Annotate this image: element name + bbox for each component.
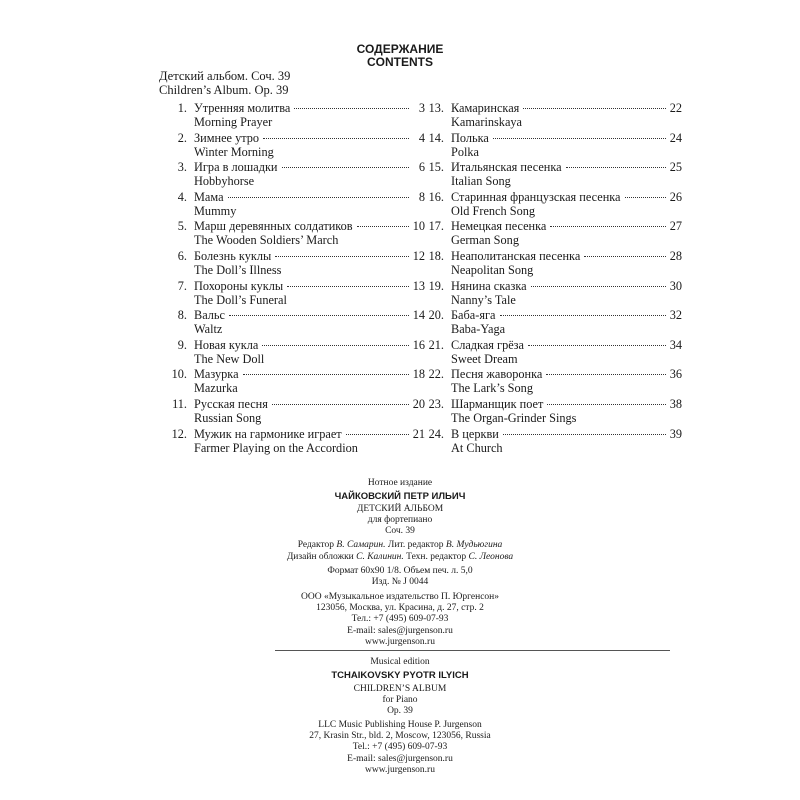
entry-title-en: The Doll’s Funeral <box>194 292 287 307</box>
toc-entry <box>163 219 425 249</box>
toc-entry <box>420 249 682 279</box>
entry-title-en: Italian Song <box>451 174 511 189</box>
tech-editor-name: С. Леонова <box>468 552 514 562</box>
imprint-opus-ru: Соч. 39 <box>385 526 415 536</box>
entry-page: 28 <box>669 248 682 263</box>
toc-entry <box>163 131 425 161</box>
leader-dots <box>294 108 409 109</box>
toc-entry <box>420 338 682 368</box>
entry-number: 13. <box>428 101 444 115</box>
entry-title-ru: Утренняя молитва <box>194 101 291 115</box>
album-subtitle-en: Children’s Album. Op. 39 <box>159 83 289 97</box>
entry-number: 12. <box>171 426 187 441</box>
entry-number: 22. <box>428 367 444 382</box>
entry-page: 14 <box>412 308 425 323</box>
entry-number: 2. <box>177 130 187 145</box>
entry-title-en: Baba-Yaga <box>451 322 506 337</box>
entry-title-en: Polka <box>451 144 480 159</box>
entry-page: 34 <box>669 337 682 352</box>
entry-title-ru: Мама <box>194 189 224 204</box>
leader-dots <box>550 226 665 227</box>
leader-dots <box>493 138 666 139</box>
entry-title-en: Nanny’s Tale <box>451 292 516 307</box>
entry-page: 32 <box>669 308 682 323</box>
entry-page: 16 <box>412 337 425 352</box>
leader-dots <box>531 286 666 287</box>
leader-dots <box>566 167 666 168</box>
imprint-address-en: 27, Krasin Str., bld. 2, Moscow, 123056, Russia <box>309 731 491 741</box>
imprint-phone-en: Tel.: +7 (495) 609-07-93 <box>352 742 448 752</box>
entry-title-ru: Камаринская <box>451 101 520 115</box>
entry-number: 1. <box>177 101 187 115</box>
imprint-number: Изд. № J 0044 <box>371 577 429 587</box>
entry-page: 30 <box>669 278 682 293</box>
imprint-address-ru: 123056, Москва, ул. Красина, д. 27, стр. 2 <box>316 603 484 613</box>
leader-dots <box>263 138 409 139</box>
toc-entry <box>420 308 682 338</box>
entry-page: 39 <box>669 426 682 441</box>
leader-dots <box>262 345 408 346</box>
entry-title-en: The Lark’s Song <box>451 381 533 396</box>
leader-dots <box>275 256 408 257</box>
entry-title-en: Kamarinskaya <box>451 115 523 129</box>
entry-number: 11. <box>172 396 187 411</box>
entry-page: 27 <box>669 219 682 234</box>
imprint-format: Формат 60x90 1/8. Объем печ. л. 5,0 <box>327 566 473 576</box>
entry-title-en: Morning Prayer <box>194 115 273 129</box>
toc-entry <box>163 279 425 309</box>
imprint-publisher-ru: ООО «Музыкальное издательство П. Юргенсон» <box>300 592 499 602</box>
entry-number: 14. <box>428 130 444 145</box>
entry-number: 17. <box>428 219 444 234</box>
imprint-work-en: CHILDREN’S ALBUM <box>353 684 447 694</box>
entry-page: 4 <box>418 130 425 145</box>
entry-title-ru: Мужик на гармонике играет <box>194 426 342 441</box>
entry-page: 22 <box>669 101 682 115</box>
entry-title-en: Farmer Playing on the Accordion <box>194 440 358 455</box>
entry-title-en: Mummy <box>194 203 237 218</box>
entry-title-en: The Doll’s Illness <box>194 262 282 277</box>
entry-number: 20. <box>428 308 444 323</box>
imprint-opus-en: Op. 39 <box>387 706 413 716</box>
entry-title-ru: Нянина сказка <box>451 278 527 293</box>
entry-number: 19. <box>428 278 444 293</box>
leader-dots <box>357 226 409 227</box>
toc-entry <box>163 101 425 131</box>
toc-entry <box>420 279 682 309</box>
entry-number: 5. <box>177 219 187 234</box>
leader-dots <box>625 197 666 198</box>
toc-entry <box>420 160 682 190</box>
toc-entry <box>420 190 682 220</box>
tech-editor-label: Техн. редактор <box>406 552 467 562</box>
entry-title-en: Neapolitan Song <box>451 262 534 277</box>
leader-dots <box>272 404 409 405</box>
entry-number: 9. <box>177 337 187 352</box>
entry-title-en: Old French Song <box>451 203 536 218</box>
entry-number: 15. <box>428 160 444 175</box>
entry-page: 12 <box>412 248 425 263</box>
entry-page: 24 <box>669 130 682 145</box>
entry-title-ru: Марш деревянных солдатиков <box>194 219 353 234</box>
imprint-editors-line <box>0 540 800 552</box>
entry-number: 24. <box>428 426 444 441</box>
toc-entry <box>163 160 425 190</box>
cover-name: С. Калинин. <box>356 552 404 562</box>
imprint-edition-ru: Нотное издание <box>367 478 433 488</box>
entry-page: 13 <box>412 278 425 293</box>
entry-number: 3. <box>177 160 187 175</box>
entry-title-en: At Church <box>451 440 503 455</box>
entry-title-ru: Сладкая грёза <box>451 337 524 352</box>
toc-entry <box>163 427 425 457</box>
leader-dots <box>584 256 665 257</box>
imprint-email-ru: E-mail: sales@jurgenson.ru <box>347 626 453 636</box>
toc-entry <box>420 219 682 249</box>
entry-page: 20 <box>412 396 425 411</box>
entry-page: 8 <box>418 189 425 204</box>
entry-title-en: The Organ-Grinder Sings <box>451 410 577 425</box>
leader-dots <box>500 315 666 316</box>
imprint-divider <box>275 650 670 651</box>
album-subtitle-ru: Детский альбом. Соч. 39 <box>159 69 291 83</box>
entry-page: 21 <box>412 426 425 441</box>
entry-title-en: German Song <box>451 233 519 248</box>
entry-number: 23. <box>428 396 444 411</box>
entry-title-ru: Мазурка <box>194 367 239 382</box>
entry-title-ru: Немецкая песенка <box>451 219 547 234</box>
imprint-web-en: www.jurgenson.ru <box>365 765 435 775</box>
leader-dots <box>287 286 409 287</box>
lit-editor-name: В. Мудьюгина <box>445 540 503 550</box>
entry-page: 18 <box>412 367 425 382</box>
entry-title-ru: Шарманщик поет <box>451 396 544 411</box>
lit-editor-label: Лит. редактор <box>387 540 444 550</box>
entry-title-en: Mazurka <box>194 381 238 396</box>
entry-title-en: The New Doll <box>194 351 265 366</box>
imprint-edition-en: Musical edition <box>370 657 430 667</box>
leader-dots <box>528 345 666 346</box>
contents-column-left <box>163 101 425 456</box>
entry-title-ru: Старинная французская песенка <box>451 189 621 204</box>
entry-title-en: Winter Morning <box>194 144 274 159</box>
entry-page: 3 <box>418 101 425 115</box>
contents-heading-ru: СОДЕРЖАНИЕ <box>356 42 444 56</box>
toc-entry <box>420 427 682 457</box>
leader-dots <box>503 434 666 435</box>
leader-dots <box>228 197 409 198</box>
entry-title-ru: Баба-яга <box>451 308 496 323</box>
imprint-work-ru: ДЕТСКИЙ АЛЬБОМ <box>356 504 444 514</box>
leader-dots <box>229 315 409 316</box>
entry-title-en: Waltz <box>194 322 223 337</box>
toc-entry <box>163 367 425 397</box>
entry-title-ru: Полька <box>451 130 489 145</box>
imprint-email-en: E-mail: sales@jurgenson.ru <box>347 754 453 764</box>
entry-page: 38 <box>669 396 682 411</box>
entry-title-en: Hobbyhorse <box>194 174 255 189</box>
entry-number: 8. <box>177 308 187 323</box>
entry-number: 16. <box>428 189 444 204</box>
leader-dots <box>243 374 409 375</box>
toc-entry <box>163 397 425 427</box>
entry-title-ru: Новая кукла <box>194 337 259 352</box>
entry-number: 6. <box>177 248 187 263</box>
toc-entry <box>420 367 682 397</box>
contents-heading-en: CONTENTS <box>367 55 433 69</box>
toc-entry <box>163 190 425 220</box>
entry-number: 4. <box>177 189 187 204</box>
imprint-composer-ru: ЧАЙКОВСКИЙ ПЕТР ИЛЬИЧ <box>334 491 466 502</box>
entry-number: 10. <box>171 367 187 382</box>
entry-page: 25 <box>669 160 682 175</box>
entry-title-ru: Зимнее утро <box>194 130 260 145</box>
entry-title-en: The Wooden Soldiers’ March <box>194 233 339 248</box>
entry-title-ru: В церкви <box>451 426 499 441</box>
entry-number: 18. <box>428 248 444 263</box>
imprint-composer-en: TCHAIKOVSKY PYOTR ILYICH <box>331 670 469 681</box>
imprint-web-ru: www.jurgenson.ru <box>365 637 435 647</box>
toc-entry <box>420 397 682 427</box>
entry-title-ru: Песня жаворонка <box>451 367 543 382</box>
leader-dots <box>282 167 409 168</box>
entry-title-ru: Болезнь куклы <box>194 248 272 263</box>
entry-title-en: Sweet Dream <box>451 351 518 366</box>
entry-title-ru: Похороны куклы <box>194 278 284 293</box>
leader-dots <box>346 434 409 435</box>
imprint-instrument-en: for Piano <box>382 695 418 705</box>
entry-number: 21. <box>428 337 444 352</box>
contents-column-right <box>420 101 682 456</box>
editor-label: Редактор <box>297 540 335 550</box>
entry-number: 7. <box>177 278 187 293</box>
entry-page: 36 <box>669 367 682 382</box>
toc-entry <box>420 101 682 131</box>
entry-page: 6 <box>418 160 425 175</box>
entry-title-ru: Игра в лошадки <box>194 160 278 175</box>
entry-page: 26 <box>669 189 682 204</box>
leader-dots <box>547 404 665 405</box>
entry-title-ru: Итальянская песенка <box>451 160 562 175</box>
imprint-design-line <box>0 552 800 564</box>
imprint-publisher-en: LLC Music Publishing House P. Jurgenson <box>318 720 482 730</box>
entry-page: 10 <box>412 219 425 234</box>
entry-title-en: Russian Song <box>194 410 262 425</box>
entry-title-ru: Русская песня <box>194 396 268 411</box>
imprint-phone-ru: Тел.: +7 (495) 609-07-93 <box>351 614 449 624</box>
toc-entry <box>420 131 682 161</box>
toc-entry <box>163 338 425 368</box>
toc-entry <box>163 249 425 279</box>
entry-title-ru: Вальс <box>194 308 225 323</box>
leader-dots <box>546 374 665 375</box>
toc-entry <box>163 308 425 338</box>
leader-dots <box>523 108 665 109</box>
entry-title-ru: Неаполитанская песенка <box>451 248 581 263</box>
imprint-instrument-ru: для фортепиано <box>367 515 433 525</box>
editor-name: В. Самарин. <box>336 540 386 550</box>
cover-label: Дизайн обложки <box>286 552 354 562</box>
